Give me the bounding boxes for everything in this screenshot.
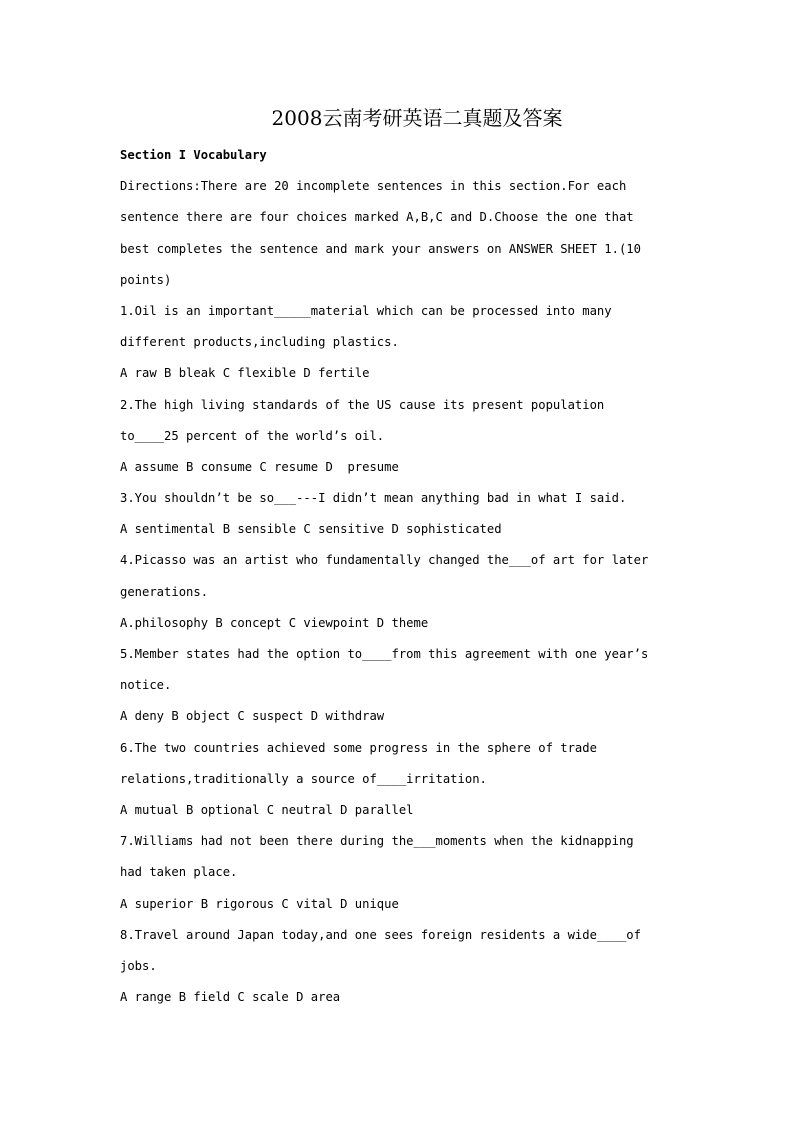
question-4-text: generations. [120,584,209,599]
question-3-options: A sentimental B sensible C sensitive D sophisticated [120,522,502,537]
question-2-text: 2.The high living standards of the US cause its present population [120,397,605,412]
document-body [120,140,680,1013]
section-heading: Section I Vocabulary [120,148,267,162]
directions-line: sentence there are four choices marked A,B,C and D.Choose the one that [120,210,634,225]
question-6-text: 6.The two countries achieved some progress in the sphere of trade [120,740,597,755]
question-4-text: 4.Picasso was an artist who fundamentally changed the___of art for later [120,553,649,568]
question-2-text: to____25 percent of the world’s oil. [120,428,385,443]
question-6-options: A mutual B optional C neutral D parallel [120,802,414,817]
question-4-options: A.philosophy B concept C viewpoint D theme [120,615,429,630]
question-5-text: 5.Member states had the option to____from this agreement with one year’s [120,647,649,661]
directions-line: best completes the sentence and mark your answers on ANSWER SHEET 1.(10 [120,241,641,256]
document-title: 2008云南考研英语二真题及答案 [271,106,563,130]
question-7-text: had taken place. [120,865,238,880]
question-1-text: 1.Oil is an important_____material which can be processed into many [120,303,612,318]
question-2-options: A assume B consume C resume D presume [120,459,399,474]
question-1-text: different products,including plastics. [120,335,399,350]
question-7-options: A superior B rigorous C vital D unique [120,896,399,911]
question-6-text: relations,traditionally a source of____irritation. [120,771,487,786]
question-8-options: A range B field C scale D area [120,990,341,1005]
directions-line: points) [120,272,172,287]
question-5-text: notice. [120,678,172,693]
question-8-text: jobs. [120,958,157,973]
question-7-text: 7.Williams had not been there during the___moments when the kidnapping [120,834,634,849]
question-1-options: A raw B bleak C flexible D fertile [120,366,370,381]
question-8-text: 8.Travel around Japan today,and one sees foreign residents a wide____of [120,927,641,942]
question-5-options: A deny B object C suspect D withdraw [120,709,385,724]
question-3-text: 3.You shouldn’t be so___---I didn’t mean anything bad in what I said. [120,491,627,506]
directions-line: Directions:There are 20 incomplete sentences in this section.For each [120,179,627,194]
